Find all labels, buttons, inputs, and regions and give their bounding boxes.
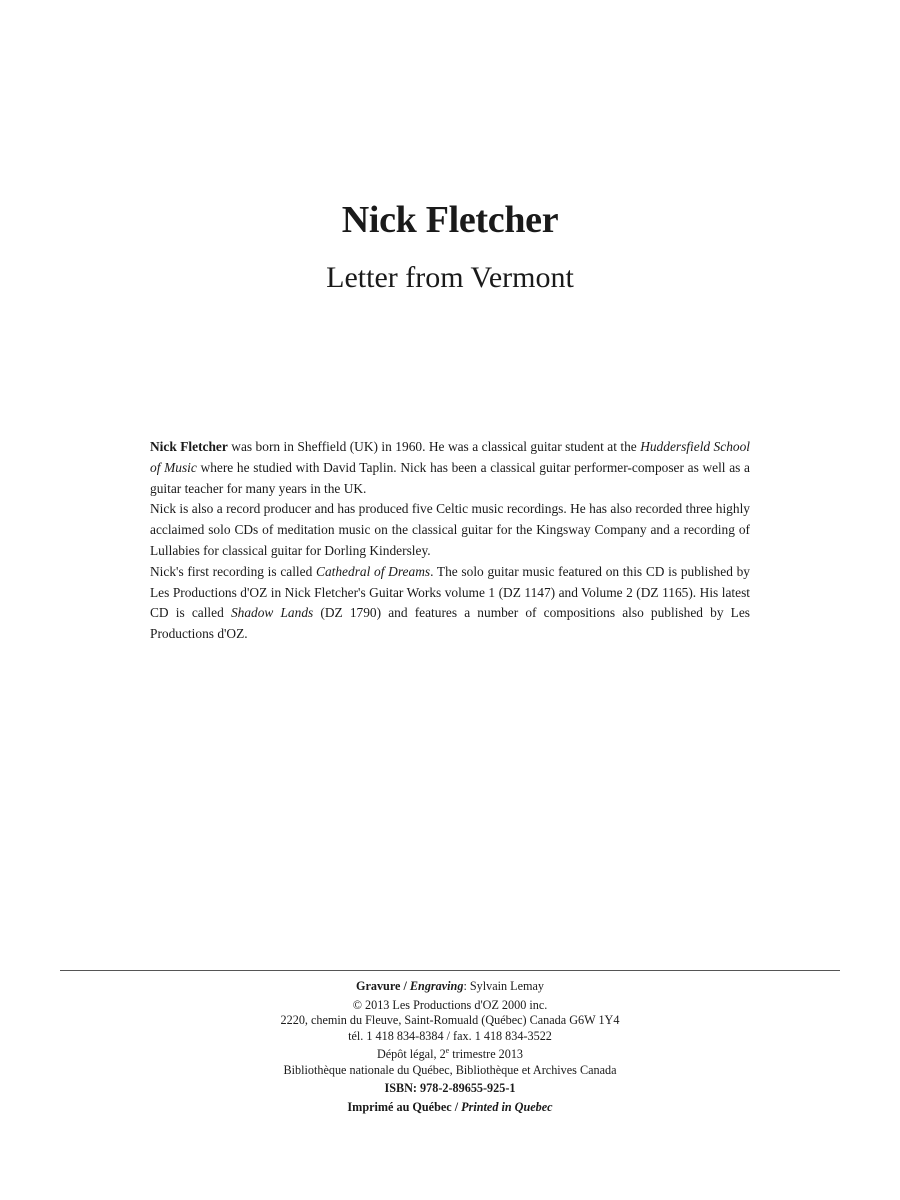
printed-en: Printed in Quebec — [461, 1099, 553, 1114]
bio-name: Nick Fletcher — [150, 439, 228, 454]
bio-album: Shadow Lands — [230, 605, 314, 621]
engraver-name: : Sylvain Lemay — [463, 979, 544, 993]
phone-line: tél. 1 418 834-8384 / fax. 1 418 834-3522 — [348, 1028, 552, 1043]
bio-paragraph-2 — [150, 499, 750, 561]
engraving-label: Gravure / — [355, 979, 410, 993]
publisher-block — [0, 998, 900, 1045]
credits — [0, 979, 900, 1118]
bio-school: Huddersfield School of Music — [150, 439, 751, 475]
bio-album: Cathedral of Dreams — [316, 563, 431, 579]
bio-paragraph-3 — [150, 562, 750, 645]
bio-text: where he studied with David Taplin. Nick has been a classical guitar performer-composer as well as a guitar teacher for many years in the UK. — [150, 459, 751, 496]
engraving-label-en: Engraving — [409, 979, 464, 993]
legal-text: trimestre 2013 — [449, 1047, 524, 1061]
bio-text: was born in Sheffield (UK) in 1960. He was a classical guitar student at the — [227, 439, 641, 454]
legal-text: Dépôt légal, 2 — [376, 1047, 446, 1061]
bio-text: (DZ 1790) and features a number of compositions also published by Les Productions d'OZ. — [150, 605, 751, 642]
bio-text: . The solo guitar music featured on this CD is published by Les Productions d'OZ in Nick Fletcher's Guitar Works volume 1 (DZ 1147) and Volume 2 (DZ 1165). His latest CD is called — [150, 563, 750, 621]
biography — [150, 437, 750, 645]
legal-deposit-line — [0, 1047, 900, 1063]
legal-block — [0, 1047, 900, 1078]
page-title: Nick Fletcher — [341, 199, 559, 241]
engraving-credit — [0, 979, 900, 995]
bio-text: Nick's first recording is called — [150, 563, 317, 579]
library-line: Bibliothèque nationale du Québec, Bibliothèque et Archives Canada — [283, 1062, 617, 1077]
page-subtitle: Letter from Vermont — [326, 261, 574, 294]
printed-fr: Imprimé au Québec / — [347, 1099, 462, 1114]
printed-line — [0, 1100, 900, 1116]
bio-paragraph-1 — [150, 437, 750, 499]
isbn-line: ISBN: 978-2-89655-925-1 — [384, 1081, 516, 1095]
bio-text: Nick is also a record producer and has produced five Celtic music recordings. He has also recorded three highly acclaimed solo CDs of meditation music on the classical guitar for the Kingsway Company and a recording of Lullabies for classical guitar for Dorling Kindersley. — [150, 501, 750, 558]
divider-line — [60, 970, 840, 971]
copyright-line: © 2013 Les Productions d'OZ 2000 inc. — [352, 997, 548, 1012]
address-line: 2220, chemin du Fleuve, Saint-Romuald (Québec) Canada G6W 1Y4 — [280, 1013, 620, 1027]
legal-superscript: e — [445, 1045, 450, 1055]
